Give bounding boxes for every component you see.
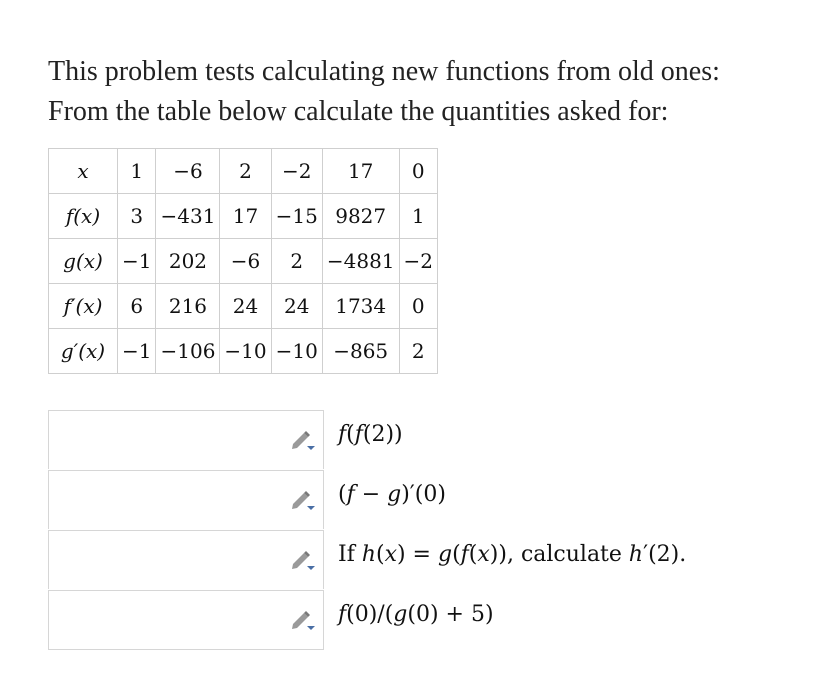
table-cell: 0 xyxy=(399,149,437,194)
answer-row xyxy=(48,590,816,650)
answer-list xyxy=(48,410,816,650)
question-1: 𝑓(𝑓(2)) xyxy=(338,422,403,447)
table-cell: 1734 xyxy=(322,284,399,329)
answer-input-2[interactable] xyxy=(49,471,261,529)
answer-box xyxy=(48,410,324,469)
table-row xyxy=(49,149,438,194)
answer-input-4[interactable] xyxy=(49,591,261,649)
table-cell: −865 xyxy=(322,329,399,374)
pencil-icon[interactable] xyxy=(287,607,317,633)
table-cell: −15 xyxy=(271,194,322,239)
table-cell: 9827 xyxy=(322,194,399,239)
question-4: 𝑓(0)/(𝑔(0) + 5) xyxy=(338,602,494,627)
answer-input-1[interactable] xyxy=(49,411,261,469)
table-cell: 1 xyxy=(399,194,437,239)
row-label-x: 𝑥 xyxy=(49,149,118,194)
table-row xyxy=(49,329,438,374)
table-cell: 2 xyxy=(220,149,271,194)
table-cell: 24 xyxy=(220,284,271,329)
pencil-icon[interactable] xyxy=(287,547,317,573)
table-cell: 216 xyxy=(156,284,220,329)
row-label-f: 𝑓(𝑥) xyxy=(49,194,118,239)
table-cell: −1 xyxy=(118,239,156,284)
answer-box xyxy=(48,530,324,589)
problem-intro xyxy=(48,52,720,132)
table-cell: −6 xyxy=(220,239,271,284)
pencil-icon[interactable] xyxy=(287,487,317,513)
question-2: (𝑓 − 𝑔)′(0) xyxy=(338,482,446,507)
table-cell: −6 xyxy=(156,149,220,194)
question-3: If ℎ(𝑥) = 𝑔(𝑓(𝑥)), calculate ℎ′(2). xyxy=(338,542,687,567)
answer-input-3[interactable] xyxy=(49,531,261,589)
table-cell: 2 xyxy=(399,329,437,374)
table-cell: 2 xyxy=(271,239,322,284)
answer-row xyxy=(48,470,816,530)
table-cell: 24 xyxy=(271,284,322,329)
table-cell: −2 xyxy=(399,239,437,284)
answer-row xyxy=(48,530,816,590)
table-cell: 1 xyxy=(118,149,156,194)
table-cell: 0 xyxy=(399,284,437,329)
answer-box xyxy=(48,590,324,650)
table-cell: −2 xyxy=(271,149,322,194)
table-cell: 202 xyxy=(156,239,220,284)
table-row xyxy=(49,284,438,329)
row-label-g: 𝑔(𝑥) xyxy=(49,239,118,284)
table-cell: −1 xyxy=(118,329,156,374)
intro-line-2: From the table below calculate the quantities asked for: xyxy=(48,96,669,127)
table-row xyxy=(49,194,438,239)
table-row xyxy=(49,239,438,284)
answer-box xyxy=(48,470,324,529)
table-cell: −4881 xyxy=(322,239,399,284)
table-cell: 17 xyxy=(220,194,271,239)
intro-line-1: This problem tests calculating new functions from old ones: xyxy=(48,56,720,87)
function-values-table xyxy=(48,148,438,374)
table-cell: −10 xyxy=(220,329,271,374)
table-cell: 3 xyxy=(118,194,156,239)
table-cell: −106 xyxy=(156,329,220,374)
pencil-icon[interactable] xyxy=(287,427,317,453)
row-label-g-prime: 𝑔′(𝑥) xyxy=(49,329,118,374)
answer-row xyxy=(48,410,816,470)
table-cell: −431 xyxy=(156,194,220,239)
row-label-f-prime: 𝑓′(𝑥) xyxy=(49,284,118,329)
table-cell: −10 xyxy=(271,329,322,374)
table-cell: 17 xyxy=(322,149,399,194)
table-cell: 6 xyxy=(118,284,156,329)
